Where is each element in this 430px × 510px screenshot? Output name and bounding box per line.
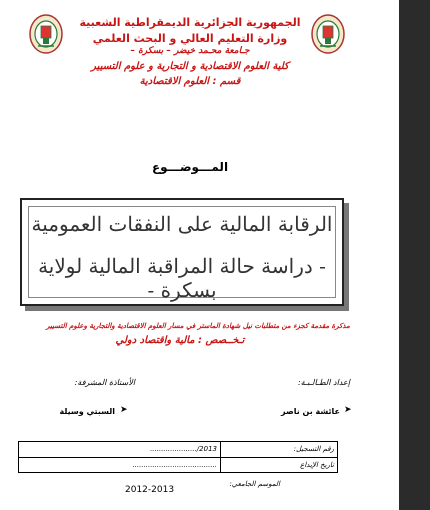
department-name: قسم : العلوم الاقتصادية xyxy=(139,76,241,87)
university-emblem-icon xyxy=(28,12,64,56)
arrow-bullet-icon: ➤ xyxy=(120,405,128,415)
academic-year-label: الموسم الجامعي: xyxy=(229,480,280,488)
topic-label: المـــوضـــوع xyxy=(151,160,229,174)
arrow-bullet-icon: ➤ xyxy=(344,405,352,415)
table-row xyxy=(19,457,338,473)
faculty-name: كلية العلوم الاقتصادية و التجارية و علوم التسيير xyxy=(91,61,289,72)
thesis-title-main: الرقابة المالية على النفقات العمومية xyxy=(31,212,333,236)
viewer-side-bar xyxy=(399,0,430,510)
registration-number-value: 2013/..................... xyxy=(19,442,221,458)
academic-year-value: 2012-2013 xyxy=(125,485,175,495)
student-name: عائشة بن ناصر xyxy=(281,407,340,416)
title-box xyxy=(20,198,344,306)
deposit-date-label: تاريخ الإيداع xyxy=(221,457,338,473)
supervisor-label: الأستاذة المشرفة: xyxy=(74,378,135,387)
republic-name: الجمهورية الجزائرية الديمقراطية الشعبية xyxy=(79,16,301,29)
specialty: تـخــصص : مالية واقتصاد دولي xyxy=(115,335,245,346)
deposit-date-value: ...................................... xyxy=(19,457,221,473)
registration-table xyxy=(18,441,338,473)
thesis-title-subtitle: - دراسة حالة المراقبة المالية لولاية بسكرة - xyxy=(38,254,326,302)
supervisor-name: السبتي وسيلة xyxy=(59,407,115,416)
table-row xyxy=(19,442,338,458)
prepared-by-label: إعداد الطـالـبـة: xyxy=(297,378,350,387)
registration-number-label: رقم التسجيل: xyxy=(221,442,338,458)
university-name: جـامعة محـمد خيضر – بسكرة – xyxy=(130,46,250,56)
ministry-name: وزارة التعليم العالي و البحث العلمي xyxy=(92,32,288,45)
memo-description: مذكرة مقدمة كجزء من متطلبات نيل شهادة الماستر في مسار العلوم الاقتصادية والتجارية وعلوم التسيير xyxy=(46,322,350,330)
